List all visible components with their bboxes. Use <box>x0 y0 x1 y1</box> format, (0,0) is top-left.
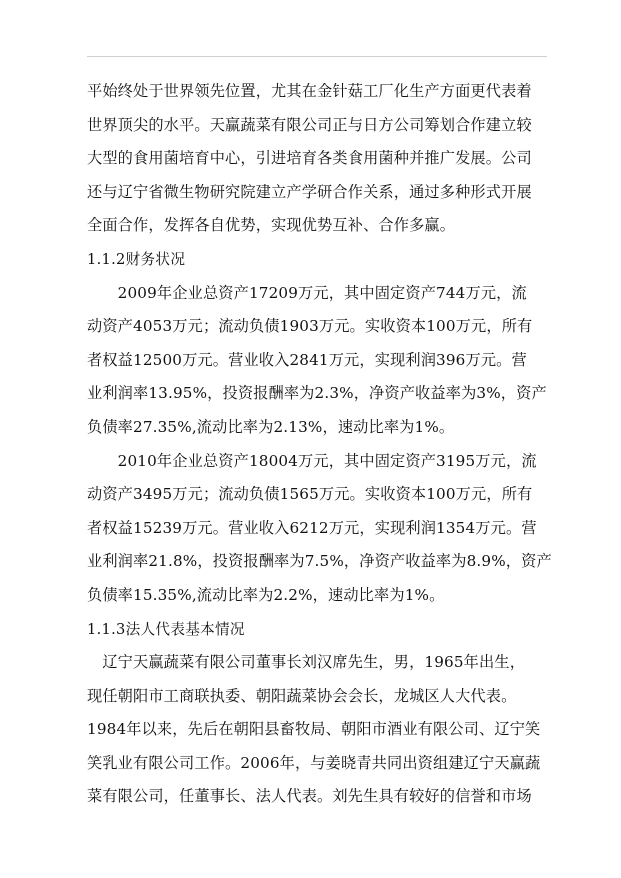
text-line: 平始终处于世界领先位置，尤其在金针菇工厂化生产方面更代表着 <box>87 82 532 100</box>
text-line: 者权益12500万元。营业收入2841万元，实现利润396万元。营 <box>87 350 527 369</box>
section-heading-legal-representative: 1.1.3法人代表基本情况 <box>87 620 245 638</box>
text-line: 动资产4053万元；流动负债1903万元。实收资本100万元，所有 <box>87 317 533 336</box>
text-line: 笑乳业有限公司工作。2006年，与姜晓青共同出资组建辽宁天赢蔬 <box>87 753 541 772</box>
text-line: 动资产3495万元；流动负债1565万元。实收资本100万元，所有 <box>87 485 533 504</box>
text-line: 负债率27.35%,流动比率为2.13%，速动比率为1%。 <box>87 417 455 436</box>
text-line: 1984年以来，先后在朝阳县畜牧局、朝阳市酒业有限公司、辽宁笑 <box>87 720 541 739</box>
text-line: 菜有限公司，任董事长、法人代表。刘先生具有较好的信誉和市场 <box>87 787 532 806</box>
text-line: 负债率15.35%,流动比率为2.2%，速动比率为1%。 <box>87 585 445 604</box>
document-body <box>87 75 552 814</box>
text-line: 业利润率21.8%，投资报酬率为7.5%，净资产收益率为8.9%，资产 <box>87 552 552 571</box>
text-line: 2009年企业总资产17209万元，其中固定资产744万元，流 <box>87 283 527 302</box>
text-line: 全面合作，发挥各自优势，实现优势互补、合作多赢。 <box>87 216 456 235</box>
text-line: 2010年企业总资产18004万元，其中固定资产3195万元，流 <box>87 451 537 470</box>
text-line: 世界顶尖的水平。天赢蔬菜有限公司正与日方公司筹划合作建立较 <box>87 115 532 134</box>
paragraph-finance-2010 <box>87 445 552 613</box>
text-line: 业利润率13.95%，投资报酬率为2.3%，净资产收益率为3%，资产 <box>87 384 547 403</box>
text-line: 者权益15239万元。营业收入6212万元，实现利润1354万元。营 <box>87 518 537 537</box>
paragraph-finance-2009 <box>87 277 549 445</box>
section-heading-finance: 1.1.2财务状况 <box>87 250 186 268</box>
text-line: 辽宁天赢蔬菜有限公司董事长刘汉席先生，男，1965年出生， <box>87 653 526 672</box>
header-rule <box>87 56 547 57</box>
text-line: 还与辽宁省微生物研究院建立产学研合作关系，通过多种形式开展 <box>87 182 532 201</box>
paragraph-company-intro <box>87 75 549 243</box>
text-line: 大型的食用菌培育中心，引进培育各类食用菌种并推广发展。公司 <box>87 149 532 168</box>
text-line: 现任朝阳市工商联执委、朝阳蔬菜协会会长，龙城区人大代表。 <box>87 686 517 705</box>
paragraph-legal-representative <box>87 646 549 814</box>
